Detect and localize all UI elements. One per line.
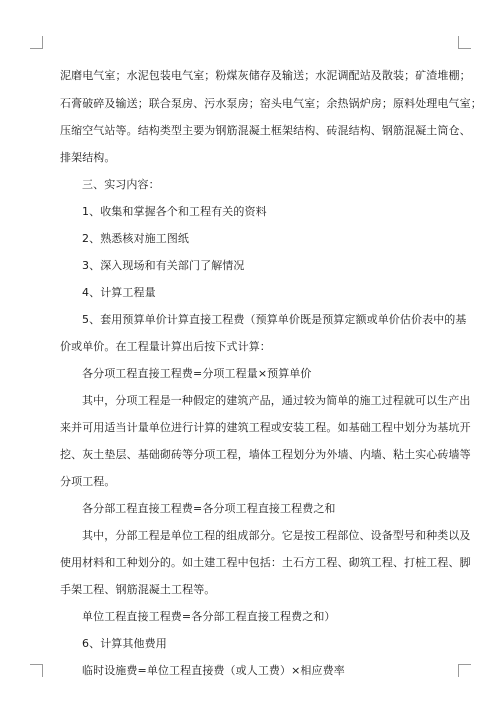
text-line: 其中，分项工程是一种假定的建筑产品，通过较为简单的施工过程就可以生产出 (82, 394, 471, 407)
list-item: 1、收集和掌握各个和工程有关的资料 (82, 205, 267, 218)
formula-line: 各分项工程直接工程费=分项工程量×预算单价 (82, 367, 312, 380)
text-line: 使用材料和工种划分的。如土建工程中包括：土石方工程、砌筑工程、打桩工程、脚 (60, 556, 471, 569)
list-item: 6、计算其他费用 (82, 637, 167, 650)
section-heading: 三、实习内容： (82, 178, 160, 191)
text-line: 分项工程。 (60, 475, 116, 488)
formula-line: 单位工程直接工程费=各分部工程直接工程费之和） (82, 610, 336, 623)
formula-line: 各分部工程直接工程费=各分项工程直接工程费之和 (82, 502, 336, 515)
text-line: 泥磨电气室；水泥包装电气室；粉煤灰储存及输送；水泥调配站及散装；矿渣堆棚； (60, 69, 471, 82)
formula-line: 临时设施费=单位工程直接费（或人工费）×相应费率 (82, 664, 345, 677)
text-line: 挖、灰土垫层、基础砌砖等分项工程，墙体工程划分为外墙、内墙、粘土实心砖墙等 (60, 448, 471, 461)
text-line: 压缩空气站等。结构类型主要为钢筋混凝土框架结构、砖混结构、钢筋混凝土筒仓、 (60, 124, 471, 137)
text-line: 价或单价。在工程量计算出后按下式计算： (60, 340, 271, 353)
list-item: 4、计算工程量 (82, 286, 156, 299)
text-line: 来并可用适当计量单位进行计算的建筑工程或安装工程。如基础工程中划分为基坑开 (60, 421, 471, 434)
text-line: 手架工程、钢筋混凝土工程等。 (60, 583, 216, 596)
text-line: 其中，分部工程是单位工程的组成部分。它是按工程部位、设备型号和种类以及 (82, 529, 471, 542)
list-item: 3、深入现场和有关部门了解情况 (82, 259, 245, 272)
text-line: 石膏破碎及输送；联合泵房、污水泵房；窑头电气室；余热锅炉房；原料处理电气室； (60, 97, 482, 110)
list-item: 5、套用预算单价计算直接工程费（预算单价既是预算定额或单价估价表中的基 (82, 313, 467, 326)
list-item: 2、熟悉核对施工图纸 (82, 232, 189, 245)
text-line: 排架结构。 (60, 151, 116, 164)
